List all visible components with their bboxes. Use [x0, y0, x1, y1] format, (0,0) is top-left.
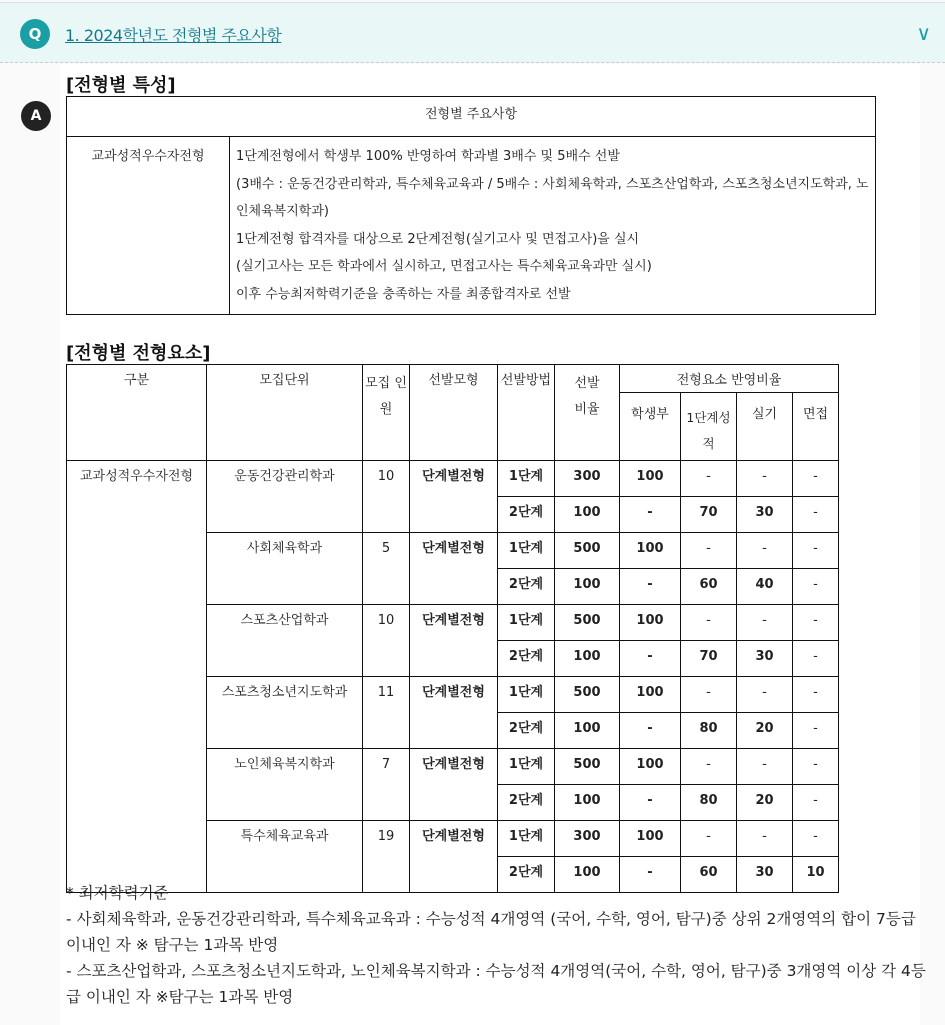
- cell: 100: [555, 785, 620, 821]
- cell: -: [793, 497, 839, 533]
- desc-line: (3배수 : 운동건강관리학과, 특수체육교육과 / 5배수 : 사회체육학과, 스포츠산업학과, 스포츠청소년지도학과, 노인체육복지학과): [236, 176, 869, 219]
- cell: 1단계: [498, 533, 555, 569]
- cell: 20: [737, 785, 793, 821]
- note-line: - 사회체육학과, 운동건강관리학과, 특수체육교육과 : 수능성적 4개영역 (국어, 수학, 영어, 탐구)중 상위 2개영역의 합이 7등급 이내인 자 ※ 탐구는 1과목 반영: [66, 910, 916, 954]
- dept-cell: 노인체육복지학과: [207, 749, 363, 821]
- desc-line: (실기고사는 모든 학과에서 실시하고, 면접고사는 특수체육교육과만 실시): [236, 259, 652, 274]
- cell: 30: [737, 497, 793, 533]
- model-cell: 단계별전형: [410, 749, 498, 821]
- cell: 2단계: [498, 569, 555, 605]
- cell: 60: [681, 857, 737, 893]
- cell: 1단계: [498, 749, 555, 785]
- cell: -: [793, 749, 839, 785]
- model-cell: 단계별전형: [410, 821, 498, 893]
- cell: -: [793, 641, 839, 677]
- quota-cell: 11: [363, 677, 410, 749]
- cell: -: [681, 749, 737, 785]
- dept-cell: 스포츠산업학과: [207, 605, 363, 677]
- type-cell: 교과성적우수자전형: [67, 461, 207, 893]
- notes: [66, 880, 926, 1010]
- cell: 1단계: [498, 677, 555, 713]
- elements-table: [66, 364, 839, 893]
- desc-line: 1단계전형 합격자를 대상으로 2단계전형(실기고사 및 면접고사)을 실시: [236, 231, 640, 247]
- model-cell: 단계별전형: [410, 605, 498, 677]
- header-record: 학생부: [620, 393, 681, 461]
- cell: -: [793, 785, 839, 821]
- model-cell: 단계별전형: [410, 461, 498, 533]
- cell: -: [793, 461, 839, 497]
- quota-cell: 10: [363, 461, 410, 533]
- cell: -: [793, 677, 839, 713]
- cell: 30: [737, 641, 793, 677]
- cell: 40: [737, 569, 793, 605]
- question-header[interactable]: [0, 2, 945, 63]
- dept-cell: 스포츠청소년지도학과: [207, 677, 363, 749]
- cell: -: [620, 497, 681, 533]
- cell: 100: [620, 533, 681, 569]
- cell: 30: [737, 857, 793, 893]
- cell: -: [737, 821, 793, 857]
- header-quota: 모집 인원: [363, 365, 410, 461]
- cell: -: [620, 641, 681, 677]
- cell: 100: [620, 749, 681, 785]
- cell: -: [681, 533, 737, 569]
- section-heading-elements: [전형별 전형요소]: [66, 343, 211, 364]
- cell: 2단계: [498, 713, 555, 749]
- quota-cell: 19: [363, 821, 410, 893]
- cell: 300: [555, 461, 620, 497]
- cell: 100: [555, 713, 620, 749]
- q-icon: Q: [20, 19, 50, 49]
- characteristics-table: [66, 96, 876, 315]
- header-method: 선발방법: [498, 365, 555, 461]
- table-header: 전형별 주요사항: [67, 97, 876, 137]
- note-line: - 스포츠산업학과, 스포츠청소년지도학과, 노인체육복지학과 : 수능성적 4개영역(국어, 수학, 영어, 탐구)중 3개영역 이상 각 4등급 이내인 자 ※탐구는 1과목 반영: [66, 962, 926, 1006]
- cell: 70: [681, 641, 737, 677]
- cell: 100: [555, 569, 620, 605]
- dept-cell: 사회체육학과: [207, 533, 363, 605]
- chevron-down-icon[interactable]: ∨: [916, 21, 931, 45]
- cell: 80: [681, 785, 737, 821]
- model-cell: 단계별전형: [410, 533, 498, 605]
- cell: 500: [555, 533, 620, 569]
- cell: -: [737, 749, 793, 785]
- cell: -: [737, 677, 793, 713]
- cell: 1단계: [498, 821, 555, 857]
- cell: 60: [681, 569, 737, 605]
- question-title-link[interactable]: 1. 2024학년도 전형별 주요사항: [65, 26, 282, 45]
- header-unit: 모집단위: [207, 365, 363, 461]
- quota-cell: 10: [363, 605, 410, 677]
- cell: 100: [555, 497, 620, 533]
- cell: -: [793, 533, 839, 569]
- cell: 70: [681, 497, 737, 533]
- cell: -: [681, 605, 737, 641]
- cell: 100: [555, 857, 620, 893]
- cell: 1단계: [498, 605, 555, 641]
- cell: -: [793, 569, 839, 605]
- dept-cell: 특수체육교육과: [207, 821, 363, 893]
- header-ratio: 선발 비율: [555, 365, 620, 461]
- cell: 100: [620, 821, 681, 857]
- cell: 500: [555, 677, 620, 713]
- cell: -: [737, 605, 793, 641]
- cell: 500: [555, 749, 620, 785]
- cell: -: [737, 461, 793, 497]
- cell: -: [620, 569, 681, 605]
- cell: 2단계: [498, 857, 555, 893]
- cell: 2단계: [498, 497, 555, 533]
- cell: 20: [737, 713, 793, 749]
- cell: 2단계: [498, 785, 555, 821]
- quota-cell: 5: [363, 533, 410, 605]
- cell: -: [793, 713, 839, 749]
- cell: -: [620, 785, 681, 821]
- cell: -: [793, 821, 839, 857]
- cell: -: [737, 533, 793, 569]
- cell: 500: [555, 605, 620, 641]
- cell: -: [681, 677, 737, 713]
- cell: 1단계: [498, 461, 555, 497]
- header-stage1: 1단계성적: [681, 393, 737, 461]
- header-model: 선발모형: [410, 365, 498, 461]
- cell: -: [793, 605, 839, 641]
- type-cell: 교과성적우수자전형: [67, 137, 230, 315]
- header-interview: 면접: [793, 393, 839, 461]
- cell: 80: [681, 713, 737, 749]
- header-category: 구분: [67, 365, 207, 461]
- model-cell: 단계별전형: [410, 677, 498, 749]
- description-cell: [230, 137, 876, 315]
- dept-cell: 운동건강관리학과: [207, 461, 363, 533]
- cell: 100: [555, 641, 620, 677]
- table-row: [67, 461, 839, 497]
- cell: 300: [555, 821, 620, 857]
- quota-cell: 7: [363, 749, 410, 821]
- header-practical: 실기: [737, 393, 793, 461]
- cell: -: [681, 461, 737, 497]
- cell: 100: [620, 605, 681, 641]
- note-line: * 최저학력기준: [66, 884, 169, 902]
- section-heading-characteristics: [전형별 특성]: [66, 75, 176, 96]
- cell: 2단계: [498, 641, 555, 677]
- cell: -: [620, 857, 681, 893]
- cell: 10: [793, 857, 839, 893]
- cell: -: [620, 713, 681, 749]
- desc-line: 1단계전형에서 학생부 100% 반영하여 학과별 3배수 및 5배수 선발: [236, 149, 620, 164]
- cell: 100: [620, 677, 681, 713]
- cell: -: [681, 821, 737, 857]
- cell: 100: [620, 461, 681, 497]
- header-group: 전형요소 반영비율: [620, 365, 839, 393]
- desc-line: 이후 수능최저학력기준을 충족하는 자를 최종합격자로 선발: [236, 286, 571, 302]
- a-icon: A: [21, 101, 51, 131]
